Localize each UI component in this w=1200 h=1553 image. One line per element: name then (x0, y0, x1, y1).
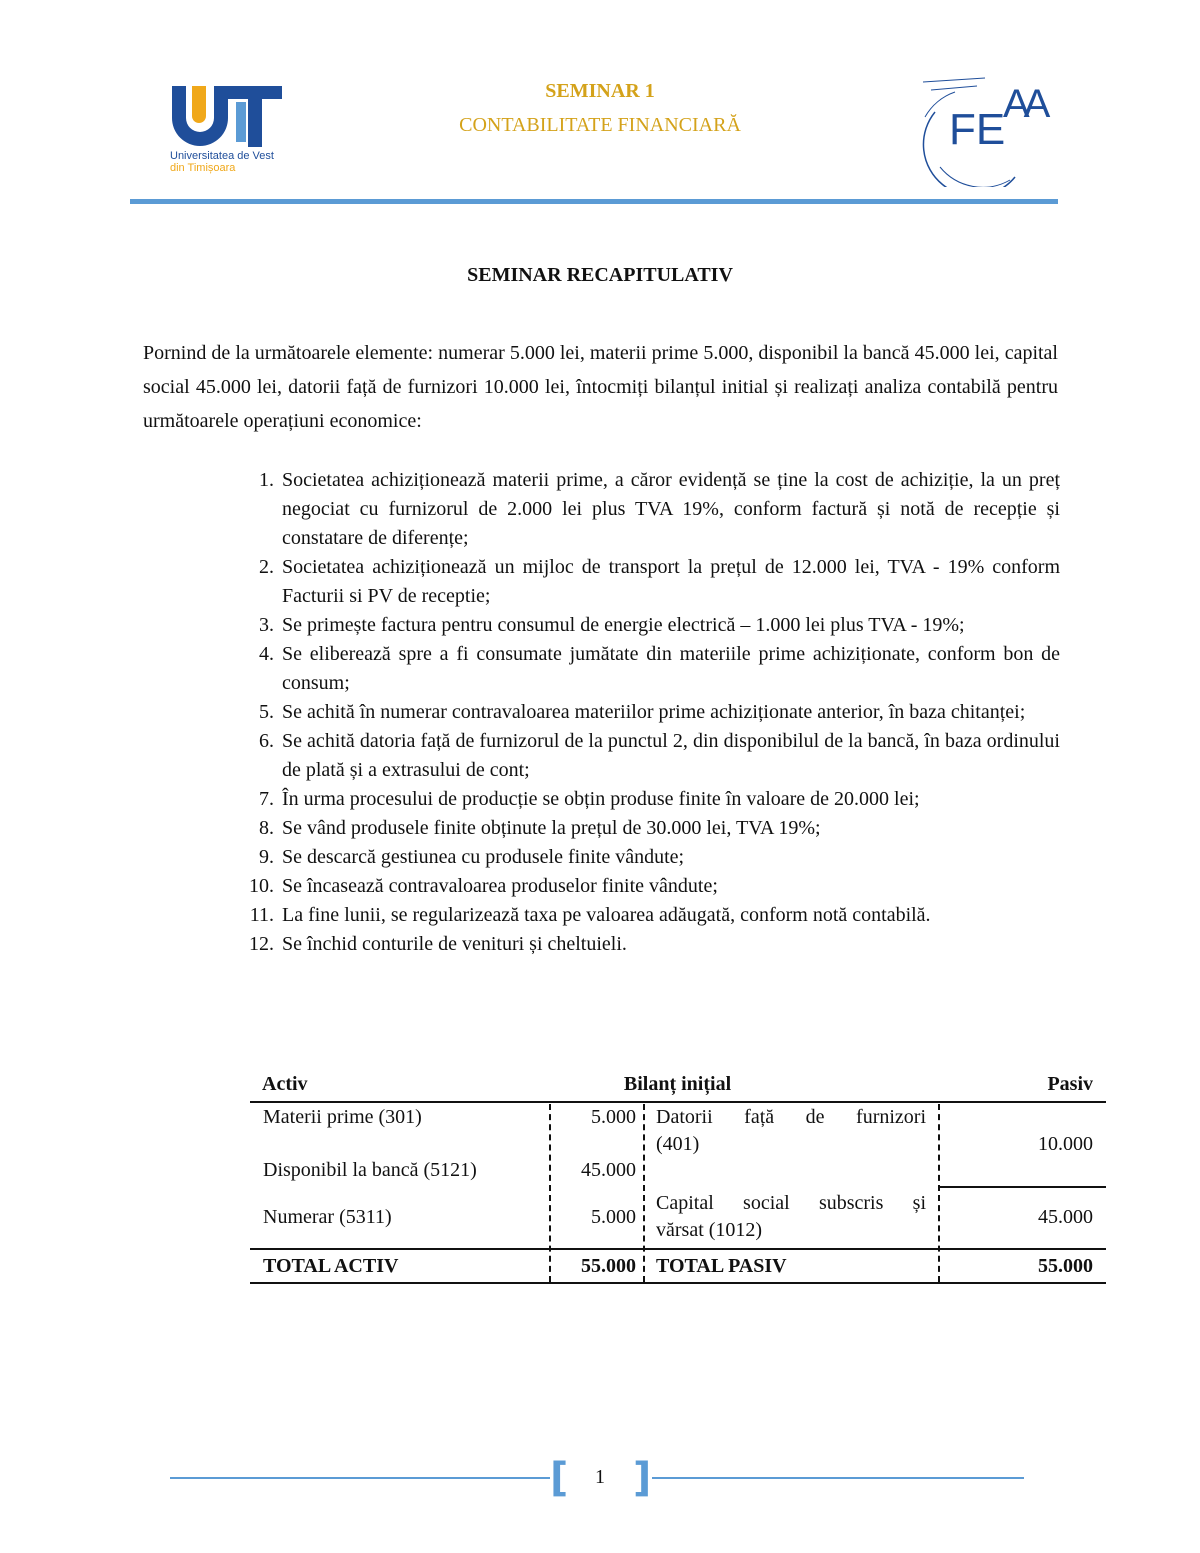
operation-item (240, 930, 1060, 959)
activ-label: Activ (262, 1073, 308, 1095)
operation-number: 11. (249, 904, 274, 926)
pasiv-row-label: Datorii față de furnizori (656, 1106, 926, 1128)
operation-item (240, 640, 1060, 698)
operation-text: Societatea achiziționează materii prime, a căror evidență se ține la cost de achiziție, la un preț negociat cu furnizorul de 2.000 lei plus TVA 19%, conform factură și notă de recepție și constatare de diferențe; (282, 469, 1060, 549)
uvt-logo-text-1: Universitatea de Vest (170, 150, 274, 162)
operation-text: Societatea achiziționează un mijloc de transport la prețul de 12.000 lei, TVA - 19% conform Facturii si PV de receptie; (282, 556, 1060, 607)
operation-item (240, 901, 1060, 930)
operation-number: 1. (259, 469, 274, 491)
uvt-logo-text-2: din Timișoara (170, 162, 236, 174)
operation-text: Se achită în numerar contravaloarea materiilor prime achiziționate anterior, în baza chitanței; (282, 701, 1026, 723)
activ-row-label: Disponibil la bancă (5121) (263, 1159, 477, 1181)
operation-number: 2. (259, 556, 274, 578)
footer-bracket-right-icon: ] (633, 1455, 652, 1501)
operation-item (240, 466, 1060, 553)
operation-item (240, 872, 1060, 901)
page-number: 1 (595, 1466, 605, 1488)
pasiv-row-label: (401) (656, 1133, 700, 1155)
uvt-logo (170, 78, 285, 178)
activ-row-value: 45.000 (581, 1159, 636, 1181)
table-divider (643, 1104, 645, 1282)
operation-text: Se achită datoria față de furnizorul de la punctul 2, din disponibilul de la bancă, în baza ordinului de plată și a extrasului de cont; (282, 730, 1060, 781)
operation-item (240, 785, 1060, 814)
page-title: SEMINAR RECAPITULATIV (467, 264, 733, 286)
operation-item (240, 553, 1060, 611)
pasiv-row-label: vărsat (1012) (656, 1219, 763, 1241)
operation-item (240, 814, 1060, 843)
activ-row-value: 5.000 (591, 1106, 636, 1128)
operation-item (240, 727, 1060, 785)
operation-number: 12. (249, 933, 274, 955)
balance-title: Bilanț inițial (623, 1073, 732, 1095)
pasiv-row-value: 10.000 (1038, 1133, 1093, 1155)
header-divider (130, 199, 1058, 204)
operation-item (240, 843, 1060, 872)
operation-item (240, 611, 1060, 640)
feaa-letters-fe: FE (949, 105, 1006, 154)
table-divider (938, 1104, 940, 1282)
activ-row-label: Numerar (5311) (263, 1206, 392, 1228)
feaa-logo (915, 72, 1055, 187)
operation-text: Se descarcă gestiunea cu produsele finite vândute; (282, 846, 685, 868)
operation-number: 6. (259, 730, 274, 752)
operation-text: Se vând produsele finite obținute la prețul de 30.000 lei, TVA 19%; (282, 817, 821, 839)
header-course: CONTABILITATE FINANCIARĂ (459, 114, 741, 136)
pasiv-label: Pasiv (1047, 1073, 1093, 1095)
total-activ-value: 55.000 (581, 1255, 636, 1277)
balance-header (250, 1073, 1105, 1101)
table-bottom-rule (250, 1282, 1106, 1284)
footer-rule-left (170, 1477, 550, 1479)
table-inner-rule (939, 1186, 1106, 1188)
operations-list (240, 466, 1060, 959)
header-seminar: SEMINAR 1 (545, 80, 655, 102)
activ-row-label: Materii prime (301) (263, 1106, 422, 1128)
operation-number: 8. (259, 817, 274, 839)
operation-text: Se eliberează spre a fi consumate jumătate din materiile prime achiziționate, conform bon de consum; (282, 643, 1060, 694)
operation-number: 10. (249, 875, 274, 897)
operation-number: 5. (259, 701, 274, 723)
operation-text: Se încasează contravaloarea produselor finite vândute; (282, 875, 718, 897)
feaa-letters-aa: AA (1003, 82, 1045, 126)
table-divider (549, 1104, 551, 1282)
operation-text: În urma procesului de producție se obțin produse finite în valoare de 20.000 lei; (282, 788, 920, 810)
intro-paragraph: Pornind de la următoarele elemente: numerar 5.000 lei, materii prime 5.000, disponibil la bancă 45.000 lei, capital social 45.000 lei, datorii față de furnizori 10.000 lei, întocmiți bilanțul initial și realizați analiza contabilă pentru următoarele operațiuni economice: (143, 342, 1058, 432)
operation-text: Se închid conturile de venituri și cheltuieli. (282, 933, 627, 955)
operation-number: 3. (259, 614, 274, 636)
footer-rule-right (652, 1477, 1024, 1479)
activ-row-value: 5.000 (591, 1206, 636, 1228)
operation-number: 9. (259, 846, 274, 868)
pasiv-row-value: 45.000 (1038, 1206, 1093, 1228)
total-activ-label: TOTAL ACTIV (263, 1255, 399, 1277)
table-total-rule (250, 1248, 1106, 1250)
operation-number: 4. (259, 643, 274, 665)
footer-bracket-left-icon: [ (550, 1455, 569, 1501)
operation-text: La fine lunii, se regularizează taxa pe valoarea adăugată, conform notă contabilă. (282, 904, 931, 926)
pasiv-row-label: Capital social subscris și (656, 1192, 926, 1214)
total-pasiv-value: 55.000 (1038, 1255, 1093, 1277)
operation-item (240, 698, 1060, 727)
table-top-rule (250, 1101, 1106, 1103)
operation-number: 7. (259, 788, 274, 810)
total-pasiv-label: TOTAL PASIV (656, 1255, 787, 1277)
operation-text: Se primește factura pentru consumul de energie electrică – 1.000 lei plus TVA - 19%; (282, 614, 965, 636)
